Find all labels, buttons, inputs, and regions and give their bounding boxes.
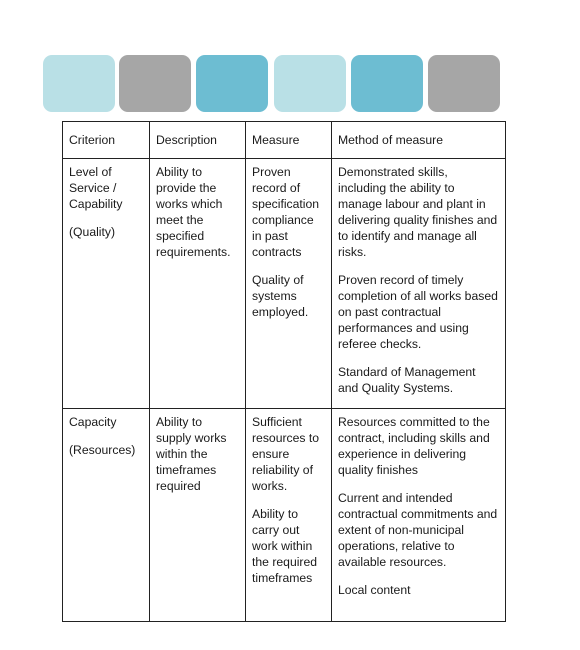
- decorative-block: [274, 55, 346, 112]
- method-text: Resources committed to the contract, including skills and experience in delivering quality finishes: [338, 415, 490, 477]
- criterion-cell: [63, 409, 150, 622]
- criterion-category: (Resources): [69, 443, 136, 457]
- method-text: Demonstrated skills, including the ability to manage labour and plant in delivering quality finishes and to identify and manage all risks.: [338, 165, 498, 259]
- header-description: Description: [150, 122, 246, 159]
- criterion-label: Level of Service / Capability: [69, 165, 123, 211]
- method-text: Current and intended contractual commitments and extent of non-municipal operations, relative to available resources.: [338, 491, 498, 569]
- measure-text: Sufficient resources to ensure reliability of works.: [252, 415, 320, 493]
- header-method-of-measure: Method of measure: [332, 122, 506, 159]
- measure-cell: [246, 409, 332, 622]
- measure-text: Ability to carry out work within the required timeframes: [252, 507, 318, 585]
- evaluation-criteria-table: [62, 121, 506, 622]
- decorative-block: [428, 55, 500, 112]
- decorative-block: [196, 55, 268, 112]
- header-measure: Measure: [246, 122, 332, 159]
- method-text: Standard of Management and Quality Systems.: [338, 365, 476, 395]
- criterion-cell: [63, 159, 150, 409]
- description-cell: [150, 159, 246, 409]
- header-criterion: Criterion: [63, 122, 150, 159]
- measure-text: Proven record of specification compliance in past contracts: [252, 165, 320, 259]
- method-cell: [332, 409, 506, 622]
- decorative-block-banner: [43, 55, 503, 112]
- description-text: Ability to supply works within the timeframes required: [156, 415, 227, 493]
- table-header-row: [63, 122, 506, 159]
- table-row: [63, 409, 506, 622]
- criterion-label: Capacity: [69, 415, 117, 429]
- measure-cell: [246, 159, 332, 409]
- description-text: Ability to provide the works which meet the specified requirements.: [156, 165, 231, 259]
- criterion-category: (Quality): [69, 225, 116, 239]
- table-row: [63, 159, 506, 409]
- measure-text: Quality of systems employed.: [252, 273, 309, 319]
- method-text: Local content: [338, 583, 411, 597]
- method-cell: [332, 159, 506, 409]
- decorative-block: [119, 55, 191, 112]
- method-text: Proven record of timely completion of all works based on past contractual performances and using referee checks.: [338, 273, 498, 351]
- description-cell: [150, 409, 246, 622]
- decorative-block: [43, 55, 115, 112]
- decorative-block: [351, 55, 423, 112]
